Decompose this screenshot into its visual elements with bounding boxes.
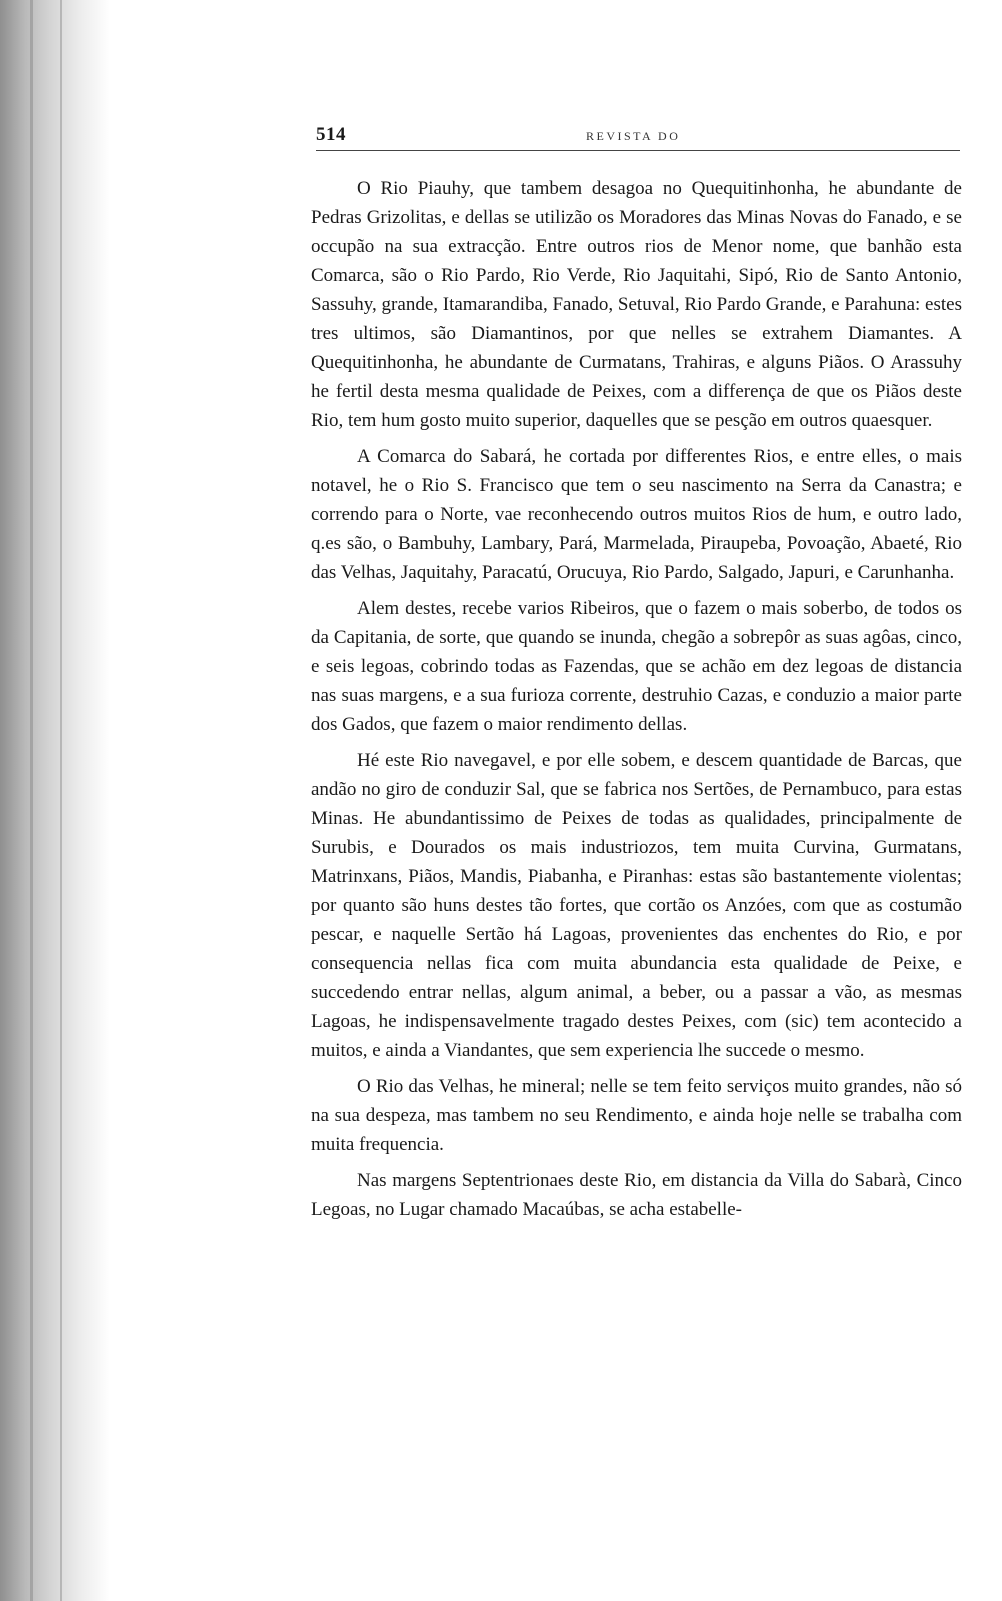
binding-crease	[30, 0, 33, 1601]
paragraph: Hé este Rio navegavel, e por elle sobem, e descem quantidade de Barcas, que andão no giro de conduzir Sal, que se fabrica nos Sertões, de Pernambuco, para estas Minas. He abundantissimo de Peixes de todas as qualidades, principalmente de Surubis, e Dourados os mais industriozos, tem muita Curvina, Gurmatans, Matrinxans, Piãos, Mandis, Piabanha, e Piranhas: estas são bastantemente violentas; por quanto são huns destes tão fortes, que cortão os Anzóes, com que as costumão pescar, e naquelle Sertão há Lagoas, provenientes das enchentes do Rio, e por consequencia nellas fica com muita abundancia esta qualidade de Peixe, e succedendo entrar nellas, algum animal, a beber, ou a passar a vão, as mesmas Lagoas, he indispensavelmente tragado destes Peixes, com (sic) tem acontecido a muitos, e ainda a Viandantes, que sem experiencia lhe succede o mesmo.	[311, 750, 962, 1061]
page-header	[316, 120, 960, 156]
paragraph: Nas margens Septentrionaes deste Rio, em distancia da Villa do Sabarà, Cinco Legoas, no Lugar chamado Macaúbas, se acha estabelle-	[311, 1170, 962, 1220]
paragraph: O Rio das Velhas, he mineral; nelle se tem feito serviços muito grandes, não só na sua despeza, mas tambem no seu Rendimento, e ainda hoje nelle se trabalha com muita frequencia.	[311, 1076, 962, 1155]
paragraph: A Comarca do Sabará, he cortada por differentes Rios, e entre elles, o mais notavel, he o Rio S. Francisco que tem o seu nascimento na Serra da Canastra; e correndo para o Norte, vae reconhecendo outros muitos Rios de hum, e outro lado, q.es são, o Bambuhy, Lambary, Pará, Marmelada, Piraupeba, Povoação, Abaeté, Rio das Velhas, Jaquitahy, Paracatú, Orucuya, Rio Pardo, Salgado, Japuri, e Carunhanha.	[311, 446, 962, 583]
book-binding-shadow	[0, 0, 110, 1601]
running-head: REVISTA DO	[586, 129, 681, 143]
page-number: 514	[316, 124, 346, 145]
body-text	[311, 174, 962, 1224]
paragraph: O Rio Piauhy, que tambem desagoa no Quequitinhonha, he abundante de Pedras Grizolitas, e dellas se utilizão os Moradores das Minas Novas do Fanado, e se occupão na sua extracção. Entre outros rios de Menor nome, que banhão esta Comarca, são o Rio Pardo, Rio Verde, Rio Jaquitahi, Sipó, Rio de Santo Antonio, Sassuhy, grande, Itamarandiba, Fanado, Setuval, Rio Pardo Grande, e Parahuna: estes tres ultimos, são Diamantinos, por que nelles se extrahem Diamantes. A Quequitinhonha, he abundante de Curmatans, Trahiras, e alguns Piãos. O Arassuhy he fertil desta mesma qualidade de Peixes, com a differença de que os Piãos deste Rio, tem hum gosto muito superior, daquelles que se pesção em outros quaesquer.	[311, 178, 962, 431]
paragraph: Alem destes, recebe varios Ribeiros, que o fazem o mais soberbo, de todos os da Capitania, de sorte, que quando se inunda, chegão a sobrepôr as suas agôas, cinco, e seis legoas, cobrindo todas as Fazendas, que se achão em dez legoas de distancia nas suas margens, e a sua furioza corrente, destruhio Cazas, e conduzio a maior parte dos Gados, que fazem o maior rendimento dellas.	[311, 598, 962, 735]
header-rule	[316, 150, 960, 151]
binding-crease	[60, 0, 62, 1601]
